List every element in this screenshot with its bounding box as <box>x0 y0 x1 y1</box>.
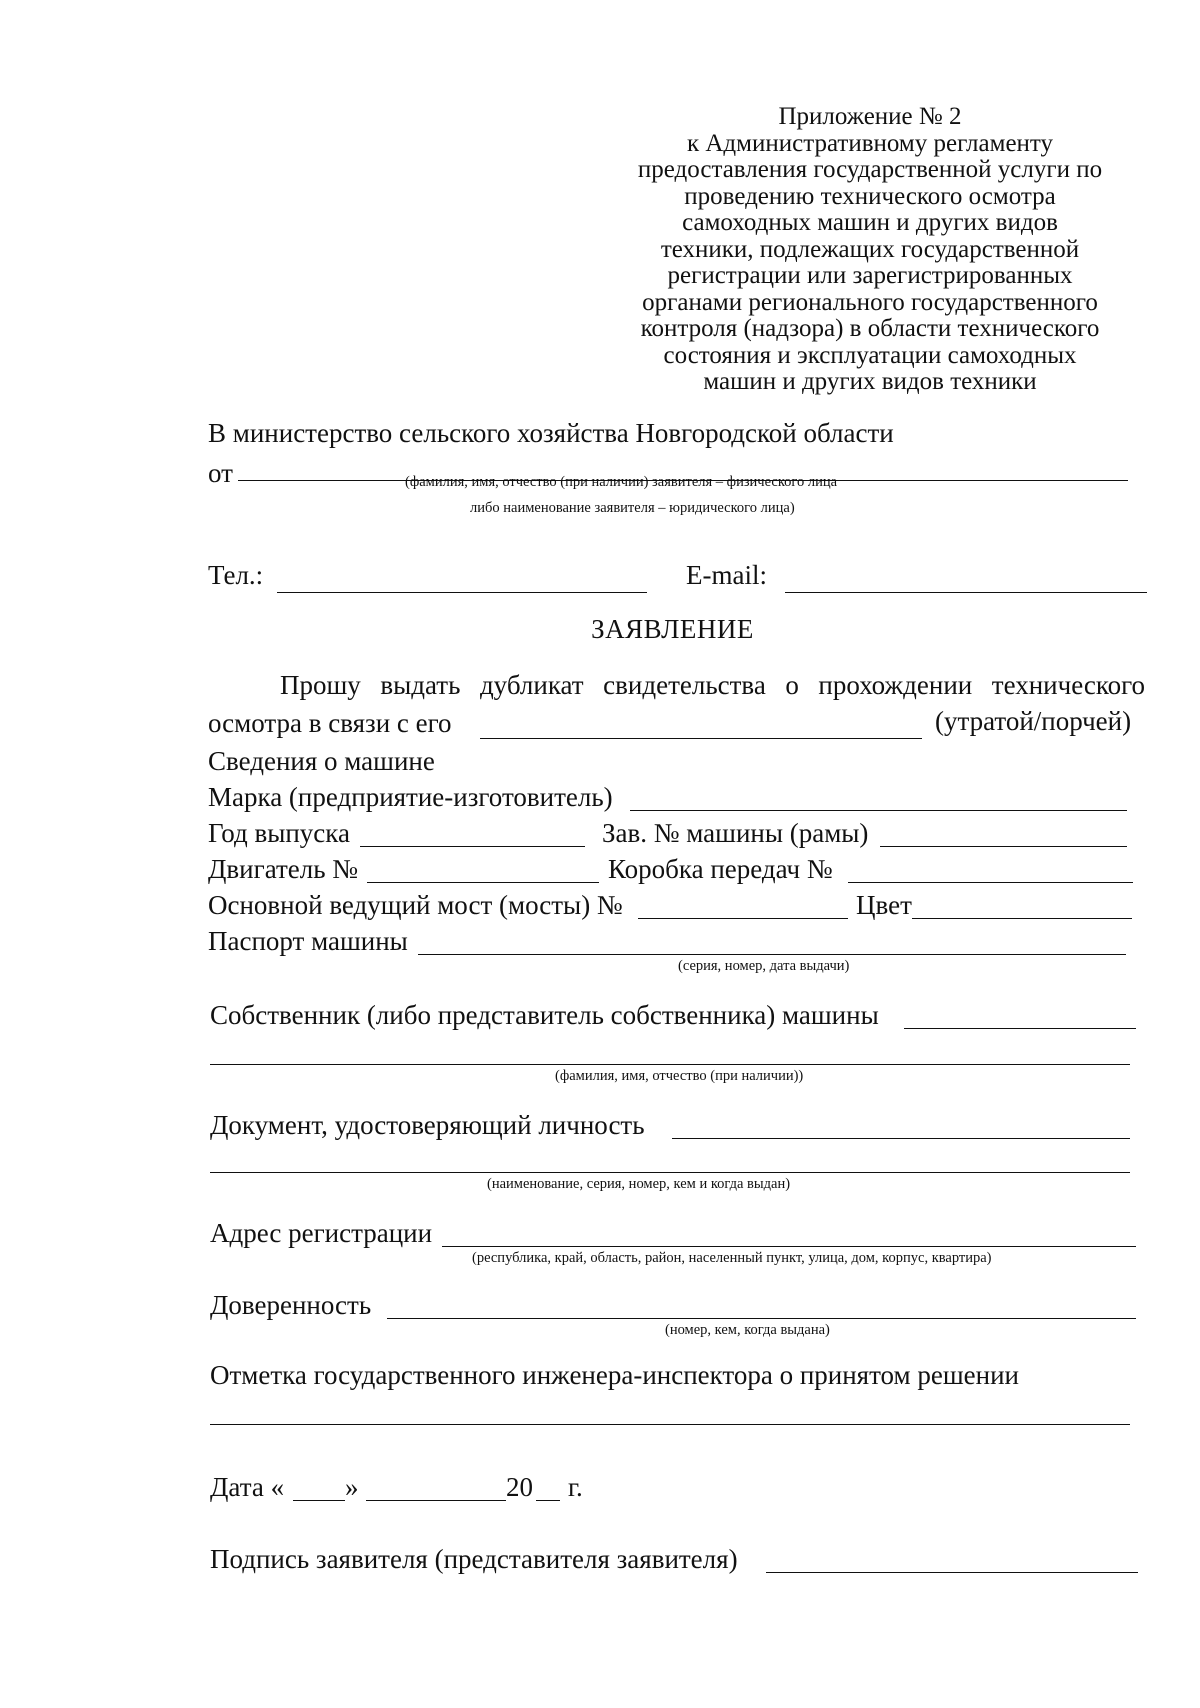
owner-field-1[interactable] <box>904 1028 1136 1029</box>
request-line-2-suffix: (утратой/порчей) <box>935 706 1132 736</box>
axle-label: Основной ведущий мост (мосты) № <box>208 890 623 920</box>
serial-label: Зав. № машины (рамы) <box>602 818 869 848</box>
document-title: ЗАЯВЛЕНИЕ <box>591 614 754 644</box>
appendix-line: органами регионального государственного <box>642 288 1098 316</box>
from-hint-1: (фамилия, имя, отчество (при наличии) заявителя – физического лица <box>405 474 838 490</box>
signature-field[interactable] <box>766 1572 1138 1573</box>
address-hint: (республика, край, область, район, населенный пункт, улица, дом, корпус, квартира) <box>472 1250 992 1266</box>
engine-field[interactable] <box>367 882 599 883</box>
id-document-field-1[interactable] <box>672 1138 1130 1139</box>
year-label: Год выпуска <box>208 818 350 848</box>
id-document-label: Документ, удостоверяющий личность <box>210 1110 645 1140</box>
date-month-field[interactable] <box>366 1500 506 1501</box>
appendix-line: к Административному регламенту <box>686 129 1054 157</box>
request-line-1: Прошу выдать дубликат свидетельства о прохождении технического <box>280 670 1145 700</box>
date-close-quote: » <box>345 1472 359 1502</box>
brand-field[interactable] <box>630 810 1127 811</box>
appendix-line: самоходных машин и других видов <box>682 209 1058 236</box>
appendix-line: проведению технического осмотра <box>684 182 1056 210</box>
owner-label: Собственник (либо представитель собственника) машины <box>210 1000 879 1030</box>
address-label: Адрес регистрации <box>210 1218 433 1248</box>
appendix-line: контроля (надзора) в области технического <box>640 315 1100 342</box>
appendix-line: предоставления государственной услуги по <box>637 156 1103 183</box>
power-of-attorney-hint: (номер, кем, когда выдана) <box>665 1322 830 1338</box>
date-day-field[interactable] <box>293 1500 345 1501</box>
brand-label: Марка (предприятие-изготовитель) <box>208 782 613 812</box>
color-field[interactable] <box>912 918 1132 919</box>
axle-field[interactable] <box>638 918 848 919</box>
from-label: от <box>208 458 233 488</box>
power-of-attorney-field[interactable] <box>387 1318 1136 1319</box>
date-label: Дата « <box>210 1472 285 1502</box>
reason-field[interactable] <box>480 738 922 739</box>
machine-info-heading: Сведения о машине <box>208 746 435 776</box>
passport-hint: (серия, номер, дата выдачи) <box>678 958 850 974</box>
inspector-note-field[interactable] <box>210 1424 1130 1425</box>
appendix-line: машин и других видов техники <box>703 368 1037 395</box>
serial-field[interactable] <box>880 846 1127 847</box>
email-label: E-mail: <box>686 560 767 590</box>
appendix-line: Приложение № 2 <box>778 103 962 130</box>
gearbox-label: Коробка передач № <box>608 854 833 884</box>
passport-label: Паспорт машины <box>208 926 408 956</box>
engine-label: Двигатель № <box>208 854 359 884</box>
phone-label: Тел.: <box>208 560 264 590</box>
owner-field-2[interactable] <box>210 1064 1130 1065</box>
appendix-line: состояния и эксплуатации самоходных <box>663 341 1077 369</box>
date-year-prefix: 20 <box>506 1472 533 1502</box>
from-hint-2: либо наименование заявителя – юридического лица) <box>470 500 795 516</box>
passport-field[interactable] <box>418 954 1126 955</box>
request-line-2-prefix: осмотра в связи с его <box>208 708 452 738</box>
date-year-suffix: г. <box>568 1472 583 1502</box>
year-field[interactable] <box>360 846 585 847</box>
gearbox-field[interactable] <box>848 882 1133 883</box>
owner-hint: (фамилия, имя, отчество (при наличии)) <box>555 1068 804 1084</box>
id-document-hint: (наименование, серия, номер, кем и когда выдан) <box>487 1176 791 1192</box>
appendix-line: техники, подлежащих государственной <box>660 235 1080 263</box>
email-field[interactable] <box>785 592 1147 593</box>
date-year-field[interactable] <box>536 1500 560 1501</box>
inspector-note-label: Отметка государственного инженера-инспектора о принятом решении <box>210 1360 1019 1390</box>
phone-field[interactable] <box>277 592 647 593</box>
appendix-header <box>600 104 1140 396</box>
power-of-attorney-label: Доверенность <box>210 1290 372 1320</box>
signature-label: Подпись заявителя (представителя заявителя) <box>210 1544 738 1574</box>
addressee-to: В министерство сельского хозяйства Новгородской области <box>208 418 894 448</box>
color-label: Цвет <box>856 890 912 920</box>
address-field[interactable] <box>442 1246 1136 1247</box>
appendix-line: регистрации или зарегистрированных <box>667 262 1073 289</box>
id-document-field-2[interactable] <box>210 1172 1130 1173</box>
